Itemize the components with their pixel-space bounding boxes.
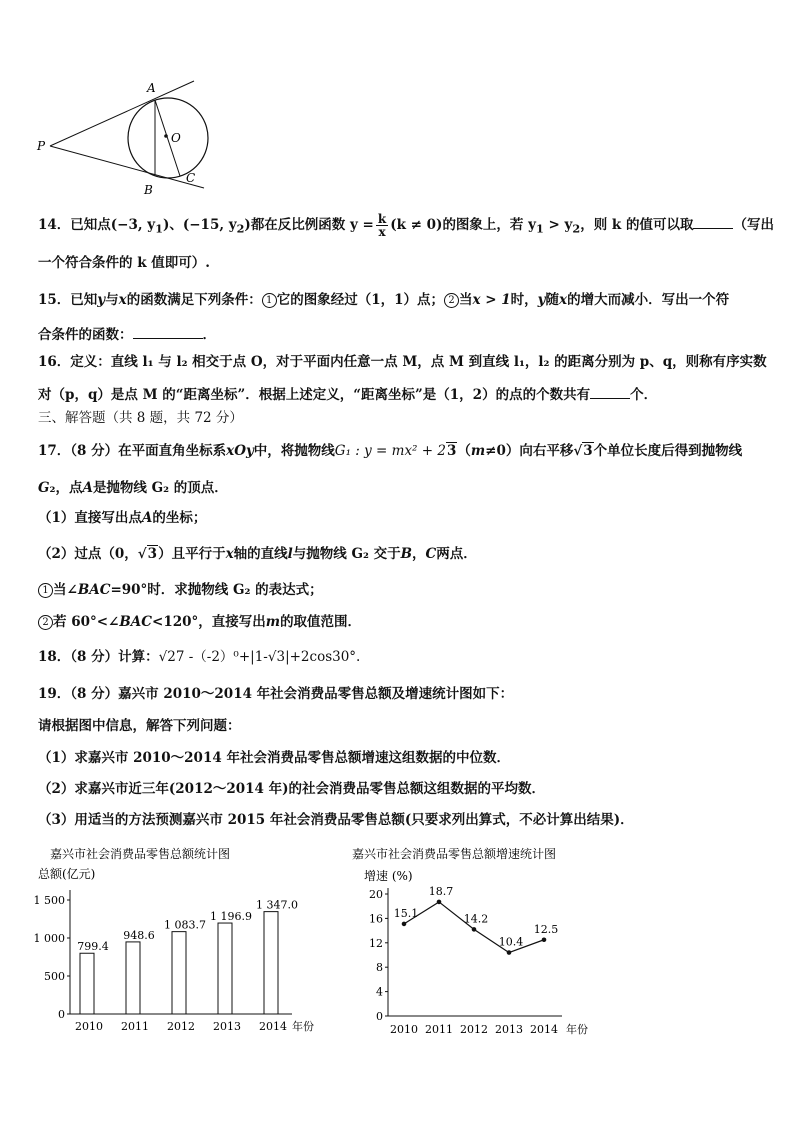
q17-line1: 17．（8 分）在平面直角坐标系xOy中，将抛物线G₁ : y = mx² + 23（m≠0）向右平移√3个单位长度后得到抛物线	[38, 443, 743, 459]
bar-value-label: 1 083.7	[164, 918, 206, 932]
bar-chart	[30, 838, 330, 1038]
x-tick-label: 2010	[75, 1020, 103, 1033]
data-point	[437, 900, 442, 905]
q16-line2: 对（p，q）是点 M 的“距离坐标”．根据上述定义，“距离坐标”是（1，2）的点的个数共有 个．	[38, 384, 758, 405]
q19-line4: （2）求嘉兴市近三年(2012～2014 年)的社会消费品零售总额这组数据的平均数．	[38, 781, 546, 797]
answer-blank[interactable]	[133, 324, 203, 339]
q18-line: 18．（8 分）计算：√27 -（-2）⁰+|1-√3|+2cos30°.	[38, 649, 361, 665]
q17-sub2: （2）过点（0，√3）且平行于x轴的直线l与抛物线 G₂ 交于B，C两点．	[38, 546, 477, 562]
x-axis-label: 年份	[292, 1020, 314, 1033]
x-tick-label: 2014	[259, 1020, 287, 1033]
q19-line1: 19．（8 分）嘉兴市 2010～2014 年社会消费品零售总额及增速统计图如下：	[38, 686, 514, 702]
y-tick-label: 20	[369, 888, 383, 901]
q16-line1: 16．定义：直线 l₁ 与 l₂ 相交于点 O，对于平面内任意一点 M，点 M 到直线 l₁，l₂ 的距离分别为 p、q，则称有序实数	[38, 354, 767, 370]
x-tick-label: 2013	[213, 1020, 241, 1033]
bar-value-label: 1 196.9	[210, 910, 252, 924]
point-value-label: 10.4	[498, 935, 524, 949]
label-c: C	[186, 171, 196, 185]
point-value-label: 18.7	[428, 884, 454, 898]
bar	[80, 953, 94, 1014]
y-tick-label: 4	[376, 985, 383, 999]
q19-line3: （1）求嘉兴市 2010～2014 年社会消费品零售总额增速这组数据的中位数．	[38, 750, 510, 766]
x-axis-label: 年份	[566, 1023, 588, 1036]
data-point	[507, 950, 512, 955]
data-point	[542, 937, 547, 942]
q19-line2: 请根据图中信息，解答下列问题：	[38, 718, 241, 734]
tangent-pb	[50, 146, 204, 188]
q19-line5: （3）用适当的方法预测嘉兴市 2015 年社会消费品零售总额(只要求列出算式，不必计算出结果)．	[38, 812, 634, 828]
fraction-k-over-x: $\frac{k}{x}$	[377, 212, 387, 239]
q14-line2: 一个符合条件的 k 值即可）.	[38, 255, 210, 271]
answer-blank[interactable]	[590, 384, 630, 399]
y-axis-label: 增速 (%)	[364, 869, 413, 883]
chart-title: 嘉兴市社会消费品零售总额统计图	[50, 847, 231, 861]
point-value-label: 12.5	[533, 922, 559, 936]
q15-line2: 合条件的函数： ．	[38, 324, 758, 345]
y-tick-label: 12	[369, 936, 383, 950]
q17-sub2-2: 2 若 60°<∠BAC<120°，直接写出m的取值范围．	[38, 612, 758, 632]
geometry-figure	[32, 78, 262, 198]
y-tick-label: 500	[44, 970, 65, 983]
label-p: P	[37, 139, 46, 153]
x-tick-label: 2011	[425, 1023, 453, 1036]
chart-title: 嘉兴市社会消费品零售总额增速统计图	[352, 847, 557, 861]
bar	[264, 912, 278, 1014]
y-tick-label: 1 000	[33, 932, 65, 945]
q17-sub1: （1）直接写出点A的坐标；	[38, 510, 207, 526]
circled-1: 1	[262, 293, 277, 308]
bar	[126, 942, 140, 1014]
circled-2: 2	[444, 293, 459, 308]
q14-line1: 14．已知点(−3, $y_1$)、(−15, $y_2$)都在反比例函数 y = $\frac{k}{x}$ (k ≠ 0)的图象上，若 $y_1 > y_2$，则 k 的值可以取 （写出	[38, 212, 774, 239]
point-value-label: 14.2	[463, 912, 489, 926]
x-tick-label: 2011	[121, 1020, 149, 1033]
y-tick-label: 1 500	[33, 894, 65, 907]
answer-blank[interactable]	[693, 214, 733, 229]
q17-line2: G₂，点A是抛物线 G₂ 的顶点．	[38, 480, 228, 496]
y-tick-label: 0	[58, 1008, 65, 1021]
line-chart	[352, 838, 632, 1038]
x-tick-label: 2012	[460, 1023, 488, 1036]
x-tick-label: 2010	[390, 1023, 418, 1036]
y-tick-label: 8	[376, 961, 383, 975]
circled-2: 2	[38, 615, 53, 630]
label-o: O	[171, 131, 181, 145]
section-header: 三、解答题（共 8 题，共 72 分）	[38, 410, 243, 426]
x-tick-label: 2013	[495, 1023, 523, 1036]
bar-value-label: 799.4	[77, 940, 109, 954]
y-tick-label: 0	[376, 1010, 383, 1023]
label-b: B	[144, 183, 153, 197]
label-a: A	[147, 81, 156, 95]
y-tick-label: 16	[369, 912, 383, 926]
bar-value-label: 948.6	[123, 928, 155, 942]
point-value-label: 15.1	[393, 906, 419, 920]
bar	[218, 923, 232, 1014]
bar	[172, 932, 186, 1014]
bar-value-label: 1 347.0	[256, 898, 298, 912]
q15-line1: 15．已知y与x的函数满足下列条件： 1 它的图象经过（1，1）点； 2 当x > 1时，y随x的增大而减小．写出一个符	[38, 292, 730, 308]
center-dot	[164, 134, 168, 138]
q17-sub2-1: 1 当∠BAC=90°时．求抛物线 G₂ 的表达式；	[38, 580, 758, 600]
x-tick-label: 2012	[167, 1020, 195, 1033]
data-point	[472, 927, 477, 932]
data-point	[402, 922, 407, 927]
circled-1: 1	[38, 583, 53, 598]
x-tick-label: 2014	[530, 1023, 558, 1036]
y-axis-label: 总额(亿元)	[38, 867, 96, 881]
